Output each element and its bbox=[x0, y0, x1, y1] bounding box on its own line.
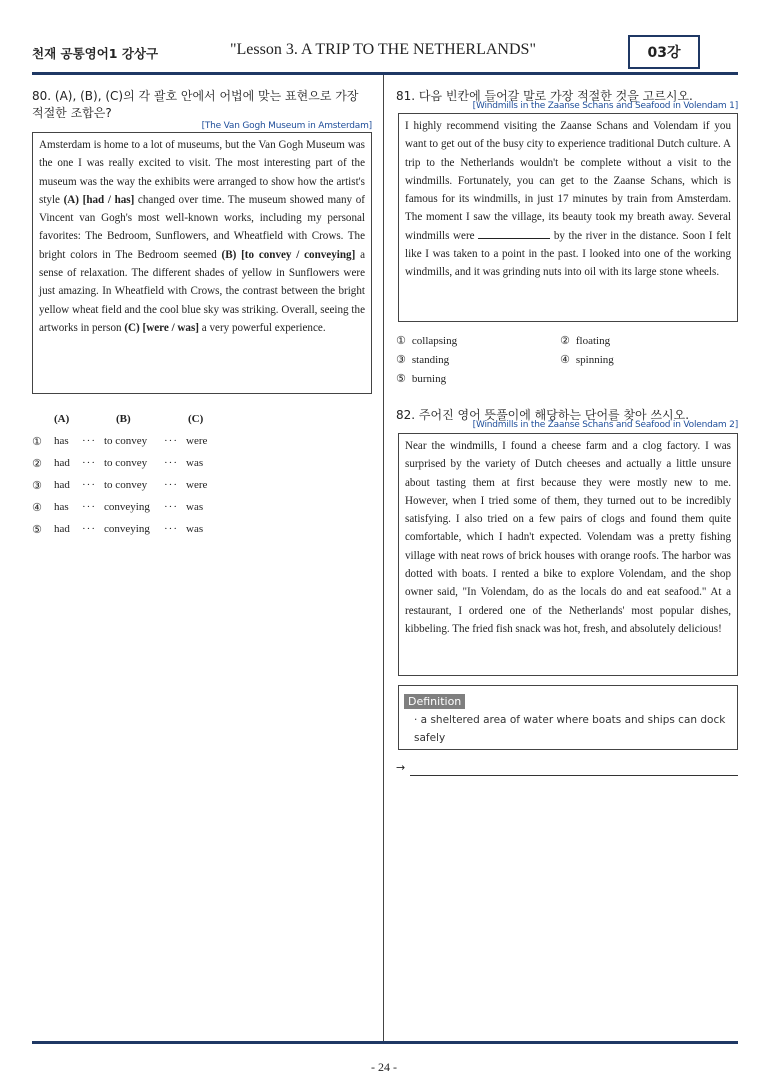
q80-choice-c: (C) [were / was] bbox=[124, 321, 199, 334]
q81-option-4-text: spinning bbox=[575, 354, 614, 366]
option-a: has bbox=[54, 501, 69, 513]
q80-answer-table bbox=[32, 408, 332, 540]
option-a: had bbox=[54, 457, 70, 469]
q81-option-4[interactable] bbox=[560, 353, 614, 372]
q81-option-5[interactable] bbox=[396, 372, 446, 391]
option-c: was bbox=[186, 501, 204, 513]
option-c: were bbox=[186, 435, 208, 447]
page-number: - 24 - bbox=[371, 1060, 397, 1074]
q81-question: 81. 다음 빈칸에 들어갈 말로 가장 적절한 것을 고르시오. bbox=[396, 89, 693, 103]
q81-option-4-num: ④ bbox=[560, 353, 570, 366]
q80-choice-a: (A) [had / has] bbox=[63, 193, 135, 206]
column-divider bbox=[383, 75, 384, 1042]
option-b: to convey bbox=[104, 435, 148, 447]
q81-option-5-num: ⑤ bbox=[396, 372, 406, 385]
option-b: conveying bbox=[104, 501, 150, 513]
definition-label: Definition bbox=[404, 694, 465, 709]
option-number: ③ bbox=[32, 478, 42, 492]
q81-blank bbox=[478, 228, 550, 239]
q81-option-3[interactable] bbox=[396, 353, 560, 372]
q82-source: [Windmills in the Zaanse Schans and Seafood in Volendam 2] bbox=[472, 420, 738, 430]
q81-text-2: by the river in the distance. Soon I felt like I was taken to a point in the past. I looked into one of the working windmills, and it was grinding nuts into oil with its large stone wheels. bbox=[405, 229, 731, 279]
answer-line[interactable] bbox=[410, 775, 738, 776]
q80-question bbox=[32, 88, 372, 122]
definition-text: · a sheltered area of water where boats and ships can dock safely bbox=[414, 714, 726, 744]
header-rule bbox=[32, 72, 738, 75]
option-c: were bbox=[186, 479, 208, 491]
q80-option-4[interactable] bbox=[32, 496, 332, 518]
option-number: ① bbox=[32, 434, 42, 448]
option-b: conveying bbox=[104, 523, 150, 535]
q80-passage bbox=[32, 132, 372, 394]
option-a: has bbox=[54, 435, 69, 447]
q80-option-5[interactable] bbox=[32, 518, 332, 540]
q81-option-1[interactable] bbox=[396, 334, 560, 353]
q80-option-3[interactable] bbox=[32, 474, 332, 496]
q81-option-2-text: floating bbox=[575, 335, 611, 347]
option-number: ④ bbox=[32, 500, 42, 514]
q81-option-3-text: standing bbox=[411, 354, 450, 366]
q81-option-3-num: ③ bbox=[396, 353, 406, 366]
q81-option-2-num: ② bbox=[560, 334, 570, 347]
option-dots: ··· bbox=[82, 523, 96, 535]
q81-passage bbox=[398, 113, 738, 322]
q80-option-2[interactable] bbox=[32, 452, 332, 474]
q80-option-1[interactable] bbox=[32, 430, 332, 452]
option-dots: ··· bbox=[82, 457, 96, 469]
q81-option-1-text: collapsing bbox=[411, 335, 458, 347]
option-number: ② bbox=[32, 456, 42, 470]
arrow-icon: → bbox=[396, 761, 406, 774]
option-a: had bbox=[54, 523, 70, 535]
option-dots: ··· bbox=[164, 457, 178, 469]
footer-rule bbox=[32, 1041, 738, 1044]
q81-option-2[interactable] bbox=[560, 334, 610, 353]
option-dots: ··· bbox=[82, 479, 96, 491]
q80-text-1: Amsterdam is home to a lot of museums, but the Van Gogh Museum was the one I was really excited to visit. The most interesting part of the museum was the way the exhibits were arranged to show how the artist's style bbox=[39, 139, 365, 206]
lesson-badge: 03강 bbox=[628, 35, 700, 69]
q80-text-2: changed over time. The museum showed many of Vincent van Gogh's most well-known works, including my personal favorites: The Bedroom, Sunflowers, and Wheatfield with Crows. The bright colors in The Bedroom seemed bbox=[39, 193, 365, 261]
col-b-header: (B) bbox=[116, 413, 131, 425]
option-c: was bbox=[186, 523, 204, 535]
q81-option-5-text: burning bbox=[411, 373, 447, 385]
q80-text-4: a very powerful experience. bbox=[199, 321, 326, 334]
option-b: to convey bbox=[104, 479, 148, 491]
q82-question: 82. 주어진 영어 뜻풀이에 해당하는 단어를 찾아 쓰시오. bbox=[396, 408, 690, 422]
q81-options bbox=[396, 334, 738, 391]
q81-source: [Windmills in the Zaanse Schans and Seafood in Volendam 1] bbox=[472, 101, 738, 111]
q81-option-1-num: ① bbox=[396, 334, 406, 347]
option-dots: ··· bbox=[164, 435, 178, 447]
option-a: had bbox=[54, 479, 70, 491]
q80-question-line1: 80. (A), (B), (C)의 각 괄호 안에서 어법에 맞는 표현으로 가장 bbox=[32, 89, 359, 103]
q81-text-1: I highly recommend visiting the Zaanse Schans and Volendam if you want to get out of the busy city to experience traditional Dutch culture. A trip to the Netherlands wouldn't be complete without a visit to the windmills. Fortunately, you can get to the Zaanse Schans, which is famous for its windmills, in just 17 minutes by train from Amsterdam. The moment I saw the village, its beauty took my breath away. Several windmills were bbox=[405, 120, 731, 242]
option-number: ⑤ bbox=[32, 522, 42, 536]
option-dots: ··· bbox=[82, 435, 96, 447]
q80-table-header bbox=[32, 408, 332, 430]
option-dots: ··· bbox=[82, 501, 96, 513]
col-c-header: (C) bbox=[188, 413, 204, 425]
option-c: was bbox=[186, 457, 204, 469]
option-dots: ··· bbox=[164, 501, 178, 513]
q82-passage: Near the windmills, I found a cheese farm and a clog factory. I was surprised by the variety of Dutch cheeses and actually a little unsure about tasting them at first because they were mostly new to me. However, when I tried some of them, they turned out to be incredibly satisfying. I also tried on a few pairs of clogs and found them quite comfortable, which I hadn't expected. Volendam was a pretty fishing village with neat rows of brick houses with orange roofs. The harbor was dotted with boats. I rented a bike to explore Volendam, and the shop owner said, "In Volendam, do as the locals do and eat seafood." At a restaurant, I ordered one of the Netherlands' most popular dishes, kibbeling. The fried fish snack was hot, fresh, and absolutely delicious! bbox=[398, 433, 738, 676]
col-a-header: (A) bbox=[54, 413, 70, 425]
q80-source: [The Van Gogh Museum in Amsterdam] bbox=[201, 121, 372, 131]
option-dots: ··· bbox=[164, 479, 178, 491]
q80-choice-b: (B) [to convey / conveying] bbox=[221, 248, 356, 261]
option-b: to convey bbox=[104, 457, 148, 469]
q80-text-3: a sense of relaxation. The different shades of yellow in Sunflowers were just amazing. In Wheatfield with Crows, the contrast between the bright yellow wheat field and the cool blue sky was striking. Overall, seeing the artworks in person bbox=[39, 248, 365, 334]
header-lesson-title: "Lesson 3. A TRIP TO THE NETHERLANDS" bbox=[230, 41, 536, 58]
option-dots: ··· bbox=[164, 523, 178, 535]
header-course: 천재 공통영어1 강상구 bbox=[32, 46, 159, 61]
q80-question-line2: 적절한 조합은? bbox=[32, 106, 112, 120]
definition-box bbox=[398, 685, 738, 750]
